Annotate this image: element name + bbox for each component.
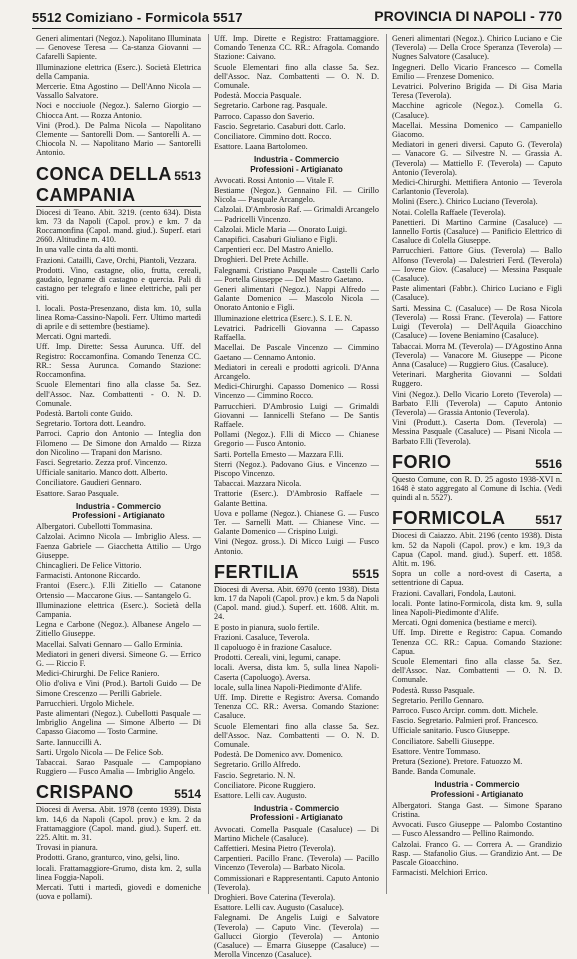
entry-text: Chincaglieri. De Felice Vittorio.: [36, 560, 142, 570]
entry-text: Conciliatore. Gaudieri Gennaro.: [36, 478, 142, 488]
entry-text: Podestà. De Domenico avv. Domenico.: [214, 750, 343, 760]
entry-text: Esattore. Sarao Pasquale.: [36, 488, 119, 498]
entry-text: Generi alimentari (Negoz.). Chirico Luciano e Cie (Teverola) — Della Croce Speranza (Teverola) — Nugnes Salvatore (Casaluce).: [392, 34, 562, 62]
entry-text: Diocesi di Aversa. Abit. 1978 (cento 1939). Dista km. 14,6 da Napoli (Capol. prov.) e km. 2 da Frattamaggiore (Capol. mand. giud.). Superf. ett. 225. Altit. m. 31.: [36, 805, 201, 843]
entry-text: Prodotti. Grano, granturco, vino, gelsi, lino.: [36, 853, 180, 863]
town-code: 5516: [535, 456, 562, 471]
entry-text: Droghieri. Bove Caterina (Teverola).: [214, 893, 336, 903]
entry-text: Sarti. Portella Ernesto — Mazzara F.lli.: [214, 449, 344, 459]
entry-text: Medici-Chirurghi. Capasso Domenico — Rossi Vincenzo — Cimmino Rocco.: [214, 382, 379, 401]
entry-text: Farmacisti. Melchiori Errico.: [392, 868, 488, 878]
entry-text: Bande. Banda Comunale.: [392, 767, 476, 777]
town-name: FERTILIA: [214, 561, 299, 582]
entry-text: Bestiame (Negoz.). Gennaino Fil. — Cirillo Nicola — Pasquale Arcangelo.: [214, 186, 379, 205]
entry-text: Fascio. Segretario. Casaburi dott. Carlo.: [214, 121, 346, 131]
entry-text: Mercati. Tutti i martedì, giovedì e domeniche (uova e pollami).: [36, 883, 201, 902]
entry-text: Avvocati. Fusco Giuseppe — Palombo Costantino — Fusco Alessandro — Pellino Raimondo.: [392, 820, 562, 839]
entry-text: Il capoluogo è in frazione Casaluce.: [214, 642, 332, 652]
entry-text: Noci e nocciuole (Negoz.). Salerno Giorgio — Chiocca Ant. — Rozza Antonio.: [36, 101, 201, 120]
entry-text: Olio d'oliva e Vini (Prod.). Bartoli Guido — De Simone Crescenzo — Perilli Gabriele.: [36, 679, 201, 698]
column-2: [214, 34, 380, 959]
entry-text: Esattore. Ventre Tommaso.: [392, 746, 481, 756]
entry-text: Canapifici. Casaburi Giuliano e Figli.: [214, 235, 338, 245]
entry-text: Vini (Negoz.). Dello Vicario Loreto (Teverola) — Barbato F.lli (Teverola) — Caputo Antonio (Teverola) — Grassia Antonio (Teverola).: [392, 389, 562, 417]
entry-text: Veterinari. Margherita Giovanni — Soldati Ruggero.: [392, 370, 562, 389]
entry-text: Medici-Chirurghi. Mettifiera Antonio — Teverola Carlantonio (Teverola).: [392, 178, 562, 197]
entry-text: Uff. Imp. Dirette e Registro: Capua. Comando Tenenza CC. RR.: Capua. Comando Stazione: Capua.: [392, 628, 562, 656]
section-heading: Industria - Commercio Professioni - Artigianato: [250, 155, 343, 174]
entry-text: locale, sulla linea Napoli-Piedimonte d'Alife.: [214, 682, 362, 692]
entry-text: Mediatori in generi diversi. Caputo G. (Teverola) — Vanacore G. — Silvestre N. — Grassia A. (Teverola) — Mattiello F. (Teverola) — Caputo Antonio (Teverola).: [392, 140, 562, 177]
section-heading: Industria - Commercio Professioni - Artigianato: [250, 804, 343, 823]
entry-text: Sterri (Negoz.). Padovano Gius. e Vincenzo — Piscopo Vincenzo.: [214, 459, 379, 478]
entry-text: Parrucchieri. D'Ambrosio Luigi — Grimaldi Giovanni — Iannicelli Stefano — De Santis Raffaele.: [214, 401, 379, 429]
entry-text: Scuole Elementari fino alla classe 5a. Sez. dell'Assoc. Naz. Combattenti — O. N. D. Comunale.: [214, 721, 379, 750]
entry-text: Fascio. Segretario. N. N.: [214, 770, 296, 780]
entry-text: Conciliatore. Cimmino dott. Rocco.: [214, 132, 332, 142]
entry-text: Sopra un colle a nord-ovest di Caserta, a settentrione di Capua.: [392, 569, 562, 588]
entry-text: Fascio. Segretario. Palmieri prof. Francesco.: [392, 716, 538, 726]
entry-text: Falegnami. Cristiano Pasquale — Castelli Carlo — Portella Giuseppe — Del Mastro Gaetano.: [214, 265, 379, 284]
entry-text: Molini (Eserc.). Chirico Luciano (Teverola).: [392, 197, 538, 207]
entry-text: Conciliatore. Picone Ruggiero.: [214, 780, 316, 790]
entry-text: Parroco. Capasso don Saverio.: [214, 111, 315, 121]
entry-text: Ufficiale sanitario. Fusco Giuseppe.: [392, 726, 510, 736]
entry-text: Questo Comune, con R. D. 25 agosto 1938-XVI n. 1648 è stato aggregato al Comune di Ischia. (Vedi quindi al n. 5527).: [392, 474, 562, 503]
entry-text: Mercati. Ogni martedì.: [36, 332, 112, 342]
entry-text: Panettieri. Di Martino Carmine (Casaluce) — Iannello Fortis (Casaluce) — Panificio Elettrico di Casaluce di Colella Giuseppe.: [392, 217, 562, 246]
entry-text: Segretario. Perillo Gennaro.: [392, 695, 484, 705]
town-code: 5517: [535, 513, 562, 528]
entry-text: Fasci. Segretario. Zezza prof. Vincenzo.: [36, 457, 168, 467]
town-heading: [392, 452, 562, 474]
entry-text: Prodotti. Cereali, vini, legumi, canape.: [214, 653, 341, 663]
entry-text: Diocesi di Teano. Abit. 3219. (cento 634). Dista km. 73 da Napoli (Capol. prov.) e km. 7 da Roccamonfina (Capol. mand. giud.). Superf. etari 2660. Altitudine m. 410.: [36, 207, 201, 245]
entry-text: Albergatori. Cubellotti Tommasina.: [36, 522, 153, 532]
entry-text: Medici-Chirurghi. De Felice Raniero.: [36, 669, 160, 679]
entry-text: Ufficiale sanitario. Manco dott. Alberto.: [36, 468, 168, 478]
town-heading: [36, 164, 201, 207]
column-1: [36, 34, 201, 902]
entry-text: Mercati. Ogni domenica (bestiame e merci).: [392, 618, 537, 628]
entry-text: Pretura (Sezione). Pretore. Fatuozzo M.: [392, 757, 523, 767]
entry-text: Tabaccai. Mazzara Nicola.: [214, 479, 302, 489]
entry-text: Carpentieri ecc. Del Mastro Aniello.: [214, 245, 334, 255]
entry-text: Esattore. Lelli cav. Augusto (Casaluce).: [214, 903, 344, 913]
entry-text: Paste alimentari (Fabbr.). Chirico Luciano e Figli (Casaluce).: [392, 284, 562, 303]
entry-text: Scuole Elementari fino alla classe 5a. Sez. dell'Assoc. Naz. Combattenti — O. N. D. Comunale.: [392, 656, 562, 685]
entry-text: In una valle cinta da alti monti.: [36, 245, 139, 255]
section-heading: Industria - Commercio Professioni - Artigianato: [72, 501, 165, 520]
entry-text: Calzolai. Franco G. — Correra A. — Grandizio Rasp. — Stafanolio Gius. — Grandizio Ant. — De Pascale Gioacchino.: [392, 839, 562, 868]
entry-text: Podestà. Moccia Pasquale.: [214, 91, 302, 101]
entry-text: E posto in pianura, suolo fertile.: [214, 622, 320, 632]
entry-text: Trovasi in pianura.: [36, 843, 98, 853]
entry-text: Illuminazione elettrica (Eserc.). S. I. E. N.: [214, 313, 353, 323]
entry-text: Avvocati. Comella Pasquale (Casaluce) — Di Martino Michele (Casaluce).: [214, 824, 379, 843]
entry-text: Parroco. Fusco Arcipr. comm. dott. Michele.: [392, 706, 538, 715]
entry-text: Parroci. Caprio don Antonio — Integlia don Filomeno — De Simone don Arnaldo — Rizza don Nicolino — Trapani don Marisno.: [36, 429, 201, 457]
entry-text: Frazioni. Casaluce, Teverola.: [214, 632, 310, 642]
entry-text: Illuminazione elettrica (Eserc.). Società della Campania.: [36, 600, 201, 619]
entry-text: Esattore. Laana Bartolomeo.: [214, 142, 308, 152]
entry-text: Vini (Prod.). De Palma Nicola — Napolitano Clemente — Santorelli Dom. — Santorelli A. — Chiocola N. — Napolitano Mario — Santorelli Antonio.: [36, 120, 201, 158]
entry-text: Diocesi di Caiazzo. Abit. 2196 (cento 1938). Dista km. 52 da Napoli (Capol. prov.) e km. 19,3 da Capua (Capol. mand. giud.). Superf. ett. 1858. Altit. m. 196.: [392, 531, 562, 568]
entry-text: Notai. Colella Raffaele (Teverola).: [392, 207, 506, 217]
entry-text: Vini (Produtt.). Caserta Dom. (Teverola) — Messina Pasquale (Casaluce) — Pisani Nicola — Barbato F.lli (Teverola).: [392, 418, 562, 446]
entry-text: Uff. Imp. Dirette e Registro: Aversa. Comando Tenenza CC. RR.: Aversa. Comando Stazione: Casaluce.: [214, 693, 379, 721]
entry-text: Tabaccai. Morra M. (Teverola) — D'Agostino Anna (Teverola) — Vanacore M. Giuseppe — Picone Anna (Casaluce) — Ruggiero Gius. (Casaluce).: [392, 341, 562, 369]
entry-text: Frantoi (Eserc.). F.lli Zitiello — Catanone Ortensio — Maccarone Gius. — Santangelo G.: [36, 581, 201, 600]
entry-text: Mercerie. Etna Agostino — Dell'Anno Nicola — Vassallo Salvatore.: [36, 82, 201, 101]
entry-text: Parrucchieri. Fattore Gius. (Teverola) — Ballo Alfonso (Teverola) — Dalestrieri Ferd. (Teverola) — Iovene Giov. (Casaluce) — Messina Pasquale (Casaluce).: [392, 246, 562, 284]
entry-text: Tabaccai. Sarao Pasquale — Campopiano Ruggiero — Fusco Amalia — Imbriglio Angelo.: [36, 758, 201, 777]
entry-text: Scuole Elementari fino alla classe 5a. Sez. dell'Assoc. Naz. Combattenti - O. N. D. Comunale.: [36, 380, 201, 408]
town-heading: [214, 562, 379, 584]
entry-text: Albergatori. Stanga Gast. — Simone Sparano Cristina.: [392, 800, 562, 820]
entry-text: Segretario. Carbone rag. Pasquale.: [214, 101, 328, 111]
town-heading: [36, 782, 201, 804]
entry-text: Levatrici. Padricelli Giovanna — Capasso Raffaella.: [214, 323, 379, 343]
entry-text: Vini (Negoz. gross.). Di Micco Luigi — Fusco Antonio.: [214, 537, 379, 556]
column-3: [392, 34, 562, 894]
entry-text: Mediatori in generi diversi. Simeone G. — Errico G. — Riccio F.: [36, 649, 201, 668]
entry-text: Uff. Imp. Dirette: Sessa Aurunca. Uff. del Registro: Roccamonfina. Comando Tenenza CC. RR.: Sessa Aurunca. Comando Stazione: Roccamonfina.: [36, 342, 201, 380]
entry-text: l. locali. Posta-Presenzano, dista km. 10, sulla linea Roma-Cassino-Napoli. Ferr. Ultimo martedì di aprile e di settembre (bestiame).: [36, 303, 201, 332]
entry-text: Diocesi di Aversa. Abit. 6970 (cento 1938). Dista km. 17 da Napoli (Capol. prov.) e km. 5 da Napoli (Capol. mand. giud.). Superf. ett. 1608. Altit. m. 24.: [214, 584, 380, 622]
entry-text: Caffettieri. Mesina Pietro (Teverola).: [214, 844, 336, 854]
entry-text: Uff. Imp. Dirette e Registro: Frattamaggiore. Comando Tenenza CC. RR.: Afragola. Comando Stazione: Caivano.: [214, 34, 379, 62]
entry-text: Generi alimentari (Negoz.). Napolitano Illuminata — Genovese Teresa — Ca-stanza Giovanni — Cafarelli Sapiente.: [36, 34, 201, 62]
entry-text: Frazioni. Cavallari, Fondola, Lautoni.: [392, 588, 516, 598]
entry-text: Macellai. Salvati Gennaro — Gallo Erminia.: [36, 639, 183, 649]
entry-text: locali. Aversa, dista km. 5, sulla linea Napoli-Caserta (Capoluogo). Aversa.: [214, 663, 379, 682]
entry-text: locali. Ponte latino-Formicola, dista km. 9, sulla linea Napoli-Piedimonte d'Alife.: [392, 598, 562, 617]
page-columns: [36, 34, 562, 959]
entry-text: Macchine agricole (Negoz.). Comella G. (Casaluce).: [392, 101, 562, 120]
entry-text: Segretario. Grillo Alfredo.: [214, 760, 301, 770]
entry-text: Segretario. Tortora dott. Leandro.: [36, 419, 146, 429]
entry-text: Podestà. Bartoli conte Guido.: [36, 408, 133, 418]
entry-text: Farmacisti. Antonone Riccardo.: [36, 571, 141, 581]
page-header: [32, 6, 562, 29]
town-name: FORIO: [392, 451, 452, 472]
entry-text: Sarti. Urgolo Nicola — De Felice Sob.: [36, 747, 164, 757]
entry-text: Commissionari e Rappresentanti. Caputo Antonio (Teverola).: [214, 873, 379, 892]
entry-text: Illuminazione elettrica (Eserc.). Società Elettrica della Campania.: [36, 62, 201, 81]
town-name: CONCA DELLA CAMPANIA: [36, 163, 172, 205]
town-name: CRISPANO: [36, 782, 134, 803]
town-code: 5515: [352, 566, 379, 581]
entry-text: Levatrici. Polverino Brigida — Di Gisa Maria Teresa (Teverola).: [392, 82, 562, 101]
entry-text: Calzolai. Micle Maria — Onorato Luigi.: [214, 224, 348, 234]
entry-text: Avvocati. Rossi Antonio — Vitale F.: [214, 175, 334, 185]
header-right: PROVINCIA DI NAPOLI - 770: [374, 8, 562, 24]
town-code: 5513: [174, 168, 201, 183]
entry-text: Pollami (Negoz.). F.lli di Micco — Chianese Gregorio — Fusco Antonio.: [214, 430, 379, 449]
town-code: 5514: [174, 787, 201, 802]
entry-text: Falegnami. De Angelis Luigi e Salvatore (Teverola) — Caputo Vinc. (Teverola) — Gallucci Giorgio (Teverola) — Antonio (Casaluce) — Emarra Giuseppe (Casaluce) — Merolla Vincenzo (Casaluce).: [214, 913, 379, 959]
entry-text: Calzolai. D'Ambrosio Raf. — Grimaldi Arcangelo — Padricelli Vincenzo.: [214, 205, 379, 224]
section-heading: Industria - Commercio Professioni - Artigianato: [430, 780, 524, 799]
entry-text: Podestà. Russo Pasquale.: [392, 685, 475, 695]
entry-text: Legna e Carbone (Negoz.). Albanese Angelo — Zitiello Giuseppe.: [36, 620, 201, 639]
entry-text: Sarte. Iannuccilli A.: [36, 737, 102, 747]
entry-text: Macellai. Messina Domenico — Campaniello Giacomo.: [392, 120, 562, 140]
entry-text: Trattorie (Eserc.). D'Ambrosio Raffaele — Galante Bettina.: [214, 489, 379, 508]
entry-text: Calzolai. Acimno Nicola — Imbriglio Aless. — Faenza Gabriele — Giacchetta Attilio — Urgo Giuseppe.: [36, 532, 201, 560]
entry-text: Prodotti. Vino, castagne, olio, frutta, cereali, gaudaio, legname di castagno e quercia. Pali di castagno per telegrafo e linee elettriche, pali per viti.: [36, 265, 201, 303]
entry-text: Sarti. Messina C. (Casaluce) — De Rosa Nicola (Teverola) — Rossi Franc. (Teverola) — Fattore Luigi (Teverola) — Dell'Aquila Gioacchino (Casaluce) — Iovene Beniamino (Casaluce).: [392, 303, 562, 341]
entry-text: Conciliatore. Sabelli Giuseppe.: [392, 736, 495, 746]
entry-text: Parrucchieri. Urgolo Michele.: [36, 698, 135, 708]
entry-text: Droghieri. Del Prete Achille.: [214, 255, 309, 265]
entry-text: Scuole Elementari fino alla classe 5a. Sez. dell'Assoc. Naz. Combattenti — O. N. D. Comunale.: [214, 62, 379, 91]
entry-text: Mediatori in cereali e prodotti agricoli. D'Anna Arcangelo.: [214, 362, 379, 381]
town-name: FORMICOLA: [392, 508, 506, 529]
header-left: 5512 Comiziano - Formicola 5517: [32, 10, 243, 25]
entry-text: Ingegneri. Dello Vicario Francesco — Comella Emilio — Frenzese Domenico.: [392, 62, 562, 81]
entry-text: Uova e pollame (Negoz.). Chianese G. — Fusco Ter. — Sarnelli Matt. — Chianese Vinc. — Galante Domenico — Crispino Luigi.: [214, 508, 379, 537]
entry-text: Esattore. Lelli cav. Augusto.: [214, 791, 307, 801]
entry-text: Paste alimentari (Negoz.). Cubellotti Pasquale — Imbriglio Angelina — Simone Alberto — Di Capasso Giacomo — Tosto Carmine.: [36, 709, 201, 737]
entry-text: Macellai. De Pascale Vincenzo — Cimmino Gaetano — Cennamo Antonio.: [214, 343, 379, 362]
entry-text: locali. Frattamaggiore-Grumo, dista km. 2, sulla linea Foggia-Napoli.: [36, 863, 201, 882]
entry-text: Frazioni. Catailli, Cave, Orchi, Piantoli, Vezzara.: [36, 255, 197, 265]
entry-text: Carpentieri. Pacillo Franc. (Teverola) — Pacillo Vincenzo (Teverola) — Barbato Nicola.: [214, 854, 379, 873]
town-heading: [392, 508, 562, 530]
entry-text: Generi alimentari (Negoz.). Nappi Alfredo — Galante Domenico — Mascolo Nicola — Onorato Antonio e Figli.: [214, 285, 379, 313]
